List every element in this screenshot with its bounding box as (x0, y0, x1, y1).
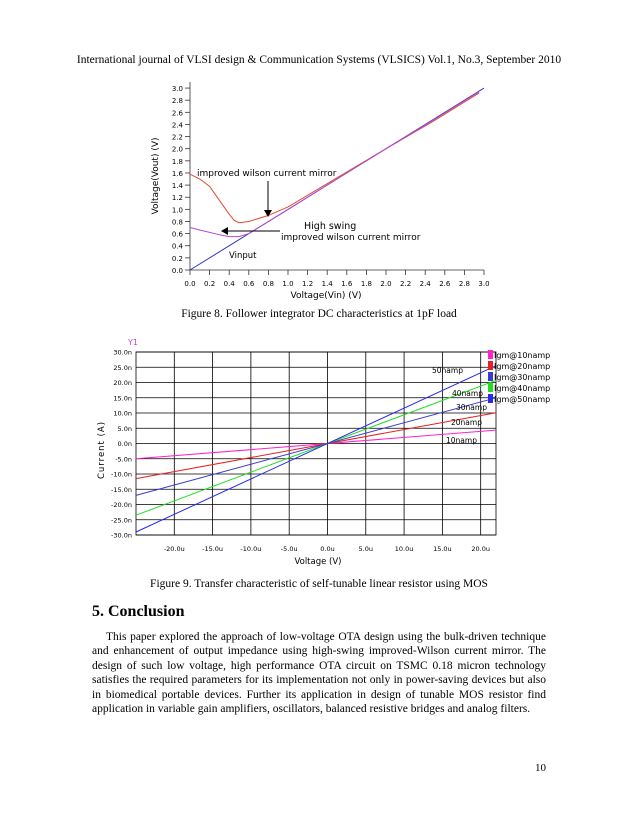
fig8-annotation-improved-wilson: improved wilson current mirror (197, 169, 337, 179)
fig9-ytick-label: 5.0n (117, 424, 132, 433)
fig8-xtick-label: 0.0 (184, 280, 196, 288)
fig9-ytick-label: -20.0n (111, 501, 132, 509)
section-heading: 5. Conclusion (92, 603, 185, 620)
fig9-legend-swatch (488, 372, 493, 381)
fig8-annotation-high-swing-2: improved wilson current mirror (281, 233, 421, 243)
fig9-ytick-label: -25.0n (111, 516, 132, 525)
journal-header: International journal of VLSI design & Communication Systems (VLSICS) Vol.1, No.3, September 2010 (76, 54, 562, 66)
fig9-ytick-label: -5.0n (115, 455, 132, 464)
fig8-xtick-label: 1.2 (302, 280, 314, 288)
fig9-ytick-label: -15.0n (111, 485, 132, 494)
page-number: 10 (535, 762, 546, 774)
fig9-xtick-label: -5.0u (280, 545, 298, 553)
fig8-xtick-label: 2.6 (439, 280, 451, 288)
fig8-xtick-label: 1.0 (282, 280, 294, 288)
fig8-xtick-label: 0.6 (243, 280, 255, 288)
fig9-xtick-label: 5.0u (358, 545, 374, 553)
fig8-ytick-label: 2.2 (171, 133, 183, 142)
fig8-ytick-label: 2.4 (171, 121, 183, 130)
fig9-ytick-label: 10.0n (113, 409, 132, 418)
fig9-xtick-label: 15.0u (433, 545, 452, 553)
fig8-ytick-label: 1.6 (171, 169, 183, 178)
fig8-xtick-label: 1.4 (321, 280, 333, 288)
fig8-ytick-label: 0.2 (171, 254, 183, 263)
fig9-y-axis-label: Current (A) (97, 420, 107, 480)
figure-9-caption: Figure 9. Transfer characteristic of self-tunable linear resistor using MOS (150, 578, 488, 590)
fig9-legend-swatch (488, 394, 493, 403)
fig9-xtick-label: 10.0u (394, 545, 414, 553)
fig9-legend-label: Igm@30namp (494, 373, 551, 382)
fig9-legend-swatch (488, 350, 493, 359)
fig8-xtick-label: 1.6 (341, 280, 353, 288)
fig9-ytick-label: -30.0n (111, 531, 132, 540)
fig9-y1-label: Y1 (128, 338, 138, 347)
fig9-series-label-1: 20namp (451, 418, 482, 427)
fig8-ytick-label: 0.8 (171, 218, 183, 227)
fig9-series-label-2: 30namp (456, 403, 487, 412)
fig8-xtick-label: 2.8 (458, 280, 470, 288)
fig9-ytick-label: 0.0n (117, 440, 132, 448)
fig9-legend-label: Igm@40namp (494, 384, 551, 393)
fig9-ytick-label: -10.0n (111, 470, 132, 479)
fig9-x-axis-label: Voltage (V) (294, 557, 342, 567)
fig9-ytick-label: 30.0n (113, 348, 132, 357)
fig9-xtick-label: 20.0u (471, 545, 490, 553)
fig8-y-axis-label: Voltage(Vout) (V) (151, 137, 161, 215)
fig9-ytick-label: 20.0n (113, 379, 132, 387)
fig8-xtick-label: 0.8 (262, 280, 274, 288)
fig8-ytick-label: 0.0 (171, 267, 183, 275)
fig8-xtick-label: 2.0 (380, 280, 392, 288)
fig9-legend-swatch (488, 361, 493, 370)
fig8-ytick-label: 0.6 (171, 230, 183, 239)
fig8-xtick-label: 0.2 (204, 280, 216, 288)
fig8-ytick-label: 1.2 (171, 194, 183, 203)
fig8-ytick-label: 3.0 (171, 85, 183, 94)
fig8-ytick-label: 0.4 (171, 242, 183, 251)
fig9-legend-label: Igm@50namp (494, 395, 551, 404)
fig8-xtick-label: 3.0 (478, 280, 490, 288)
fig9-series-label-0: 10namp (446, 436, 477, 445)
fig9-legend-swatch (488, 383, 493, 392)
fig8-annotation-vinput: Vinput (229, 251, 257, 261)
fig9-ytick-label: 25.0n (113, 363, 132, 372)
fig8-x-axis-label: Voltage(Vin) (V) (290, 291, 362, 301)
fig8-xtick-label: 2.4 (419, 280, 431, 288)
fig8-xtick-label: 2.2 (400, 280, 412, 288)
fig9-series-label-4: 50namp (432, 366, 463, 375)
fig8-ytick-label: 2.8 (171, 97, 183, 106)
fig8-annotation-high-swing: High swing (304, 221, 357, 232)
fig9-ytick-label: 15.0n (113, 394, 132, 403)
fig8-ytick-label: 1.8 (171, 157, 183, 166)
figure-8-caption: Figure 8. Follower integrator DC characteristics at 1pF load (181, 308, 457, 320)
fig8-xtick-label: 0.4 (223, 280, 235, 288)
fig8-xtick-label: 1.8 (360, 280, 372, 288)
fig8-ytick-label: 2.6 (171, 109, 183, 118)
fig9-xtick-label: 0.0u (320, 545, 335, 553)
fig9-xtick-label: -10.0u (240, 545, 262, 553)
fig8-ytick-label: 2.0 (171, 145, 183, 154)
fig8-ytick-label: 1.4 (171, 182, 183, 191)
fig9-xtick-label: -20.0u (163, 545, 185, 553)
fig9-legend-label: Igm@20namp (494, 362, 551, 371)
fig9-legend-label: Igm@10namp (494, 351, 551, 360)
fig9-xtick-label: -15.0u (202, 545, 224, 553)
fig8-ytick-label: 1.0 (171, 206, 183, 215)
fig9-series-label-3: 40namp (452, 389, 483, 398)
conclusion-paragraph: This paper explored the approach of low-voltage OTA design using the bulk-driven technique and enhancement of output impedance using high-swing improved-Wilson current mirror. The design of such low voltage, high performance OTA circuit on TSMC 0.18 micron technology satisfies the required parameters for its implementation not only in power-saving devices but also in biomedical portable devices. Further its application in design of tunable MOS resistor find application in variable gain amplifiers, oscillators, balanced resistive bridges and analog filters. (92, 631, 546, 716)
